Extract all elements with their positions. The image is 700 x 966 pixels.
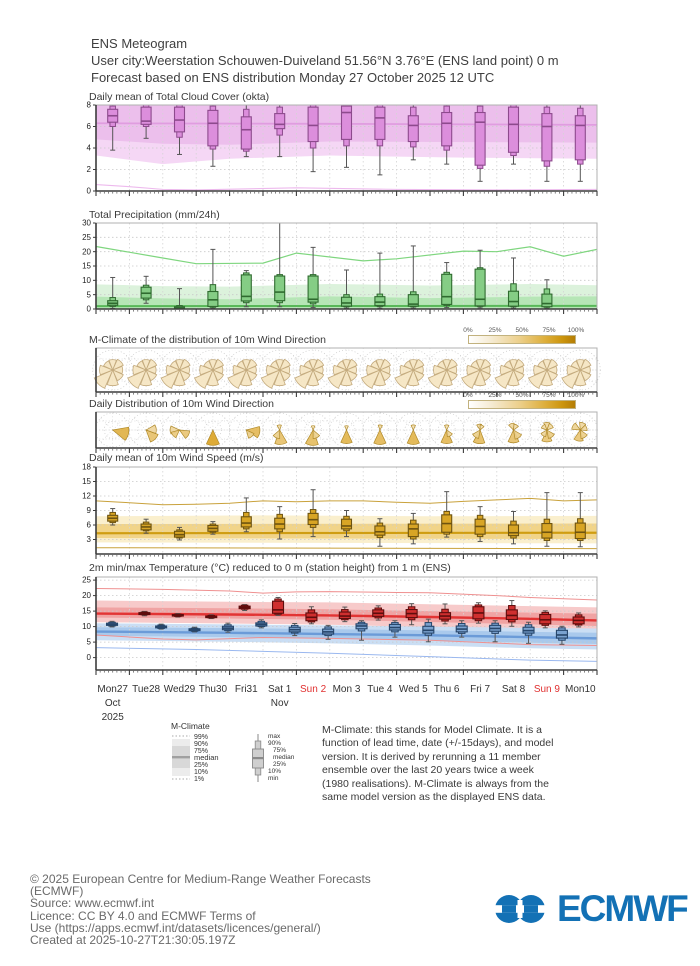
wind-rose	[306, 426, 320, 446]
rose-gradient-tick: 100%	[567, 392, 585, 399]
axis-label: 90%	[194, 741, 209, 748]
temp-chart	[82, 576, 597, 675]
rose_mclimate-panel	[93, 348, 601, 397]
axis-label: Sun 2	[300, 684, 327, 695]
axis-label: Wed29	[163, 684, 196, 695]
axis-label: 25	[82, 575, 91, 585]
wind-speed-title: Daily mean of 10m Wind Speed (m/s)	[89, 452, 264, 464]
footer-line: (ECMWF)	[30, 884, 84, 899]
axis-label: M-Climate	[171, 721, 210, 731]
axis-label: 9	[86, 506, 91, 516]
axis-label: 90%	[268, 740, 282, 747]
footer-line: Created at 2025-10-27T21:30:05.197Z	[30, 933, 236, 948]
station-subtitle: User city:Weerstation Schouwen-Duiveland 51.56°N 3.76°E (ENS land point) 0 m	[91, 53, 559, 68]
cloud-box	[542, 105, 552, 181]
axis-label: median	[273, 754, 295, 761]
daily-wind-direction-title: Daily Distribution of 10m Wind Direction	[89, 398, 274, 410]
precip-chart	[82, 219, 597, 314]
axis-label: 10	[82, 622, 91, 632]
rose-gradient-tick: 75%	[542, 392, 556, 399]
axis-label: 20	[82, 591, 91, 601]
rose-gradient-tick: 0%	[463, 392, 473, 399]
cloud-box	[308, 105, 318, 172]
wind-rose	[273, 425, 287, 445]
wind-rose	[341, 426, 352, 444]
precip-box	[442, 263, 452, 308]
axis-label: max	[268, 733, 281, 740]
axis-label: 25%	[194, 762, 209, 769]
rose-gradient-tick: 0%	[463, 327, 473, 334]
ecmwf-logo-text: ECMWF	[557, 888, 687, 929]
axis-label: 18	[82, 462, 91, 472]
wind-box	[241, 498, 251, 532]
footer-line: Licence: CC BY 4.0 and ECMWF Terms of	[30, 908, 256, 923]
footer-line: Use (https://apps.ecmwf.int/datasets/licences/general/)	[30, 920, 321, 935]
wind-rose	[113, 427, 129, 440]
temp-max-box	[273, 597, 284, 615]
rose-gradient-tick: 75%	[542, 327, 556, 334]
axis-label: 4	[86, 143, 91, 153]
wind-rose	[206, 430, 219, 445]
axis-label: 0	[86, 304, 91, 314]
cloud-cover-title: Daily mean of Total Cloud Cover (okta)	[89, 91, 270, 103]
axis-label: Sat 1	[268, 684, 292, 695]
axis-label: Mon27	[97, 684, 128, 695]
rose-gradient-tick: 50%	[515, 392, 529, 399]
wind-rose	[508, 423, 521, 443]
wind-rose	[170, 426, 190, 438]
axis-label: Nov	[270, 698, 289, 709]
axis-label: 3	[86, 535, 91, 545]
axis-label: 0	[86, 653, 91, 663]
precipitation-title: Total Precipitation (mm/24h)	[89, 209, 220, 221]
wind-rose	[94, 359, 123, 388]
precip-box	[509, 258, 519, 308]
axis-label: 0	[86, 186, 91, 196]
cloud-chart	[87, 101, 597, 196]
axis-label: 75%	[273, 747, 287, 754]
axis-label: 10	[82, 275, 91, 285]
mclimate-line	[96, 498, 597, 504]
forecast-subtitle: Forecast based on ENS distribution Monday 27 October 2025 12 UTC	[91, 70, 495, 85]
axis-label: Thu30	[198, 684, 228, 695]
mclimate-line	[96, 185, 597, 190]
mclimate-line	[96, 548, 597, 549]
rose-gradient-tick: 100%	[567, 327, 585, 334]
axis-label: 15	[82, 261, 91, 271]
legend-mclimate	[171, 721, 295, 783]
page-title: ENS Meteogram	[91, 36, 188, 51]
axis-label: 1%	[194, 776, 205, 783]
wind-rose	[246, 427, 260, 439]
axis-label: Mon 3	[332, 684, 361, 695]
precip-box	[475, 250, 485, 308]
mclimate-line	[96, 247, 597, 264]
axis-label: Fri31	[234, 684, 258, 695]
wind-chart	[82, 463, 597, 559]
axis-label: 5	[86, 290, 91, 300]
wind-rose	[572, 422, 588, 441]
wind-rose	[374, 425, 386, 445]
day-axis	[97, 684, 596, 723]
mclimate-line	[96, 648, 597, 662]
footer-line: Source: www.ecmwf.int	[30, 896, 155, 911]
axis-label: median	[194, 753, 219, 762]
precip-box	[208, 249, 218, 308]
temp-max-box	[172, 614, 183, 617]
axis-label: Tue28	[132, 684, 161, 695]
rose-gradient-tick: 25%	[488, 327, 502, 334]
mclimate-wind-direction-title: M-Climate of the distribution of 10m Wind Direction	[89, 334, 326, 346]
axis-label: 6	[86, 122, 91, 132]
axis-label: Oct	[104, 698, 121, 709]
axis-label: 2	[86, 165, 91, 175]
rose-gradient-tick: 25%	[488, 392, 502, 399]
ecmwf-logo	[487, 886, 687, 932]
axis-label: 30	[82, 218, 91, 228]
wind-rose	[407, 425, 419, 445]
axis-label: Fri 7	[470, 684, 491, 695]
precip-box	[275, 223, 285, 307]
axis-label: 12	[82, 491, 91, 501]
rose_daily-panel	[96, 412, 598, 453]
rose-gradient-tick: 50%	[515, 327, 529, 334]
axis-label: 6	[86, 520, 91, 530]
axis-label: 20	[82, 247, 91, 257]
axis-label: 25	[82, 232, 91, 242]
wind-box	[442, 492, 452, 537]
axis-label: 5	[86, 637, 91, 647]
wind-rose	[541, 422, 554, 442]
precip-box	[241, 271, 251, 307]
axis-label: 8	[86, 100, 91, 110]
footer-line: © 2025 European Centre for Medium-Range Weather Forecasts	[30, 872, 371, 886]
axis-label: Wed 5	[398, 684, 428, 695]
footer	[30, 873, 371, 946]
axis-label: Sun 9	[533, 684, 560, 695]
axis-label: 2025	[101, 712, 124, 723]
wind-rose	[473, 424, 485, 444]
mclimate-line	[96, 588, 597, 599]
axis-label: min	[268, 775, 279, 782]
axis-label: 15	[82, 606, 91, 616]
axis-label: 99%	[194, 734, 209, 741]
ecmwf-logo-mark	[487, 886, 553, 932]
cloud-box	[342, 105, 352, 167]
precip-box	[542, 280, 552, 309]
axis-label: Sat 8	[501, 684, 526, 695]
precip-box	[408, 246, 418, 308]
axis-label: 75%	[194, 748, 209, 755]
axis-label: Mon10	[565, 684, 596, 695]
axis-label: 10%	[268, 768, 282, 775]
axis-label: 25%	[273, 761, 287, 768]
wind-rose	[146, 425, 158, 442]
wind-rose	[441, 425, 452, 444]
axis-label: 15	[82, 477, 91, 487]
cloud-box	[375, 105, 385, 175]
axis-label: Tue 4	[367, 684, 393, 695]
temperature-title: 2m min/max Temperature (°C) reduced to 0 m (station height) from 1 m (ENS)	[89, 562, 451, 574]
axis-label: Thu 6	[433, 684, 460, 695]
precip-box	[308, 247, 318, 307]
mclimate-note: M-Climate: this stands for Model Climate. It is a function of lead time, date (+/-15days), and model version. It is derived by rerunning a 11 member ensemble over the last 20 years twice a week (1980 realisations). M-Climate is always from the same model version as the displayed ENS data.	[322, 724, 554, 804]
axis-label: 10%	[194, 769, 209, 776]
